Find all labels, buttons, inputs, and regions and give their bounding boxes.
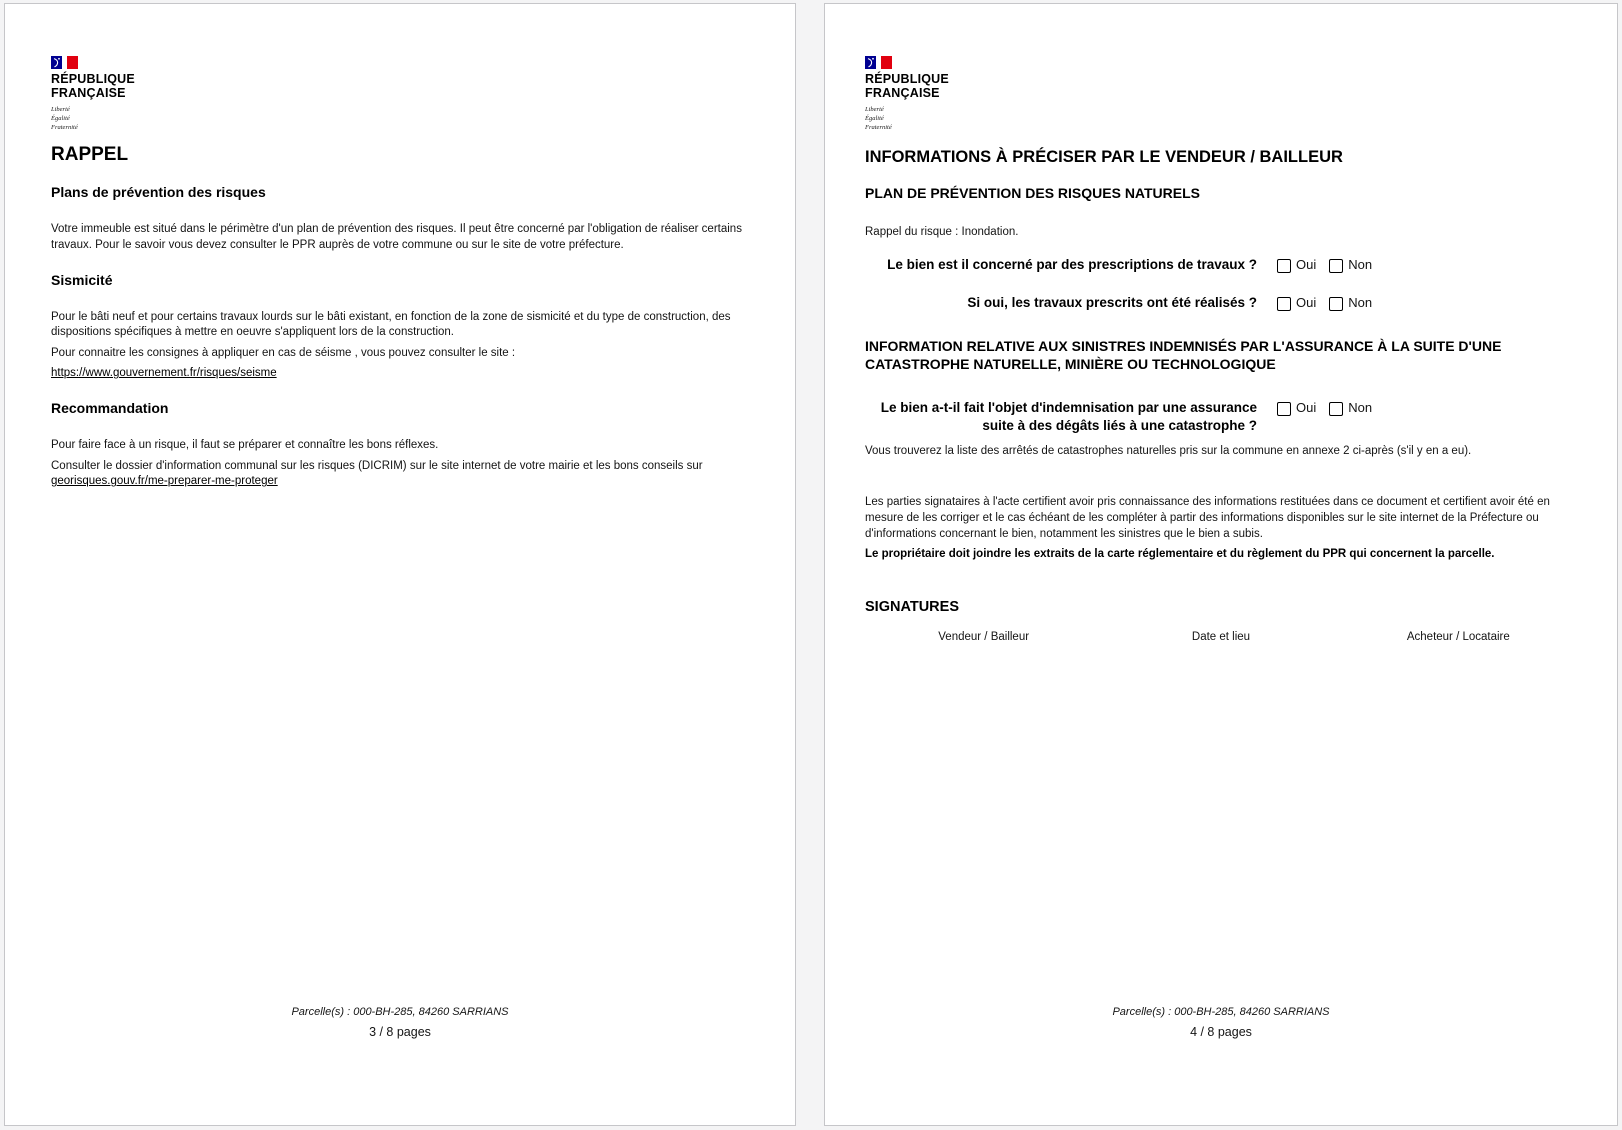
flag-blue-block xyxy=(51,56,62,69)
motto-egalite: Égalité xyxy=(865,115,884,123)
plans-prevention-paragraph: Votre immeuble est situé dans le périmètre d'un plan de prévention des risques. Il peut être concerné par l'obligation de réaliser certains travaux. Pour le savoir vous devez consulter le PPR auprès de votre commune ou sur le site de votre préfecture. xyxy=(51,223,742,251)
risk-reminder: Rappel du risque : Inondation. xyxy=(865,226,1019,239)
signature-col-vendeur: Vendeur / Bailleur xyxy=(938,630,1030,643)
question-prescriptions-label: Le bien est il concerné par des prescriptions de travaux ? xyxy=(887,256,1257,272)
logo-motto xyxy=(51,105,749,132)
document-page-4 xyxy=(824,3,1618,1126)
page-title-informations-vendeur: INFORMATIONS À PRÉCISER PAR LE VENDEUR / BAILLEUR xyxy=(865,148,1343,167)
non-checkbox[interactable] xyxy=(1329,297,1343,311)
logo-line-2: FRANÇAISE xyxy=(865,85,940,100)
non-label: Non xyxy=(1348,400,1373,416)
heading-plan-prevention-naturels: PLAN DE PRÉVENTION DES RISQUES NATURELS xyxy=(865,185,1201,202)
page-footer xyxy=(5,1006,795,1039)
non-checkbox[interactable] xyxy=(1329,259,1343,273)
oui-checkbox[interactable] xyxy=(1277,297,1291,311)
motto-liberte: Liberté xyxy=(865,106,884,113)
logo-motto xyxy=(865,105,1577,132)
heading-signatures: SIGNATURES xyxy=(865,598,959,615)
annexe-note: Vous trouverez la liste des arrêtés de catastrophes naturelles pris sur la commune en annexe 2 ci-après (s'il y en a eu). xyxy=(865,444,1472,457)
heading-plans-prevention: Plans de prévention des risques xyxy=(51,184,266,201)
motto-liberte: Liberté xyxy=(51,106,70,113)
oui-label: Oui xyxy=(1296,294,1317,310)
french-flag-icon xyxy=(51,56,749,69)
motto-egalite: Égalité xyxy=(51,115,70,123)
parcel-reference: Parcelle(s) : 000-BH-285, 84260 SARRIANS xyxy=(291,1006,509,1018)
logo-line-1: RÉPUBLIQUE xyxy=(51,72,135,86)
motto-fraternite: Fraternité xyxy=(51,124,78,132)
georisques-link[interactable]: georisques.gouv.fr/me-preparer-me-proteger xyxy=(51,475,278,488)
motto-fraternite: Fraternité xyxy=(865,124,892,132)
non-label: Non xyxy=(1348,294,1373,310)
flag-blue-block xyxy=(865,56,876,69)
gouvernement-seisme-link[interactable]: https://www.gouvernement.fr/risques/seisme xyxy=(51,367,277,380)
sismicite-paragraph: Pour le bâti neuf et pour certains travaux lourds sur le bâti existant, en fonction de la zone de sismicité et du type de construction, des dispositions spécifiques à mettre en oeuvre s'appliquent lors de la construction. xyxy=(51,310,731,339)
question-indemnisation-label: Le bien a-t-il fait l'objet d'indemnisation par une assurance suite à des dégâts liés à une catastrophe ? xyxy=(880,400,1257,433)
page-number: 4 / 8 pages xyxy=(1190,1025,1252,1039)
flag-red-block xyxy=(67,56,78,69)
non-checkbox[interactable] xyxy=(1329,402,1343,416)
recommandation-paragraph: Pour faire face à un risque, il faut se préparer et connaître les bons réflexes. xyxy=(51,439,439,452)
heading-sismicite: Sismicité xyxy=(51,271,113,288)
oui-label: Oui xyxy=(1296,256,1317,272)
oui-checkbox[interactable] xyxy=(1277,259,1291,273)
non-label: Non xyxy=(1348,256,1373,272)
question-row-indemnisation xyxy=(865,399,1577,435)
logo-title xyxy=(865,73,1577,100)
republique-francaise-logo xyxy=(51,56,749,132)
document-page-3 xyxy=(4,3,796,1126)
dicrim-paragraph xyxy=(51,459,749,490)
dicrim-text: Consulter le dossier d'information communal sur les risques (DICRIM) sur le site internet de votre mairie et les bons conseils sur xyxy=(51,459,703,472)
logo-line-2: FRANÇAISE xyxy=(51,85,126,100)
certification-paragraph: Les parties signataires à l'acte certifient avoir pris connaissance des informations restituées dans ce document et certifient avoir été en mesure de les corriger et le cas échéant de les compléter à partir des informations disponibles sur le site internet de la Préfecture ou d'informations concernant le bien, notamment les sinistres que le bien a subis. xyxy=(865,496,1550,540)
sismicite-link-line xyxy=(51,366,749,382)
page-title-rappel: RAPPEL xyxy=(51,144,129,166)
oui-checkbox[interactable] xyxy=(1277,402,1291,416)
question-prescriptions-options xyxy=(1277,256,1372,274)
question-row-prescriptions xyxy=(865,256,1577,274)
question-row-travaux-realises xyxy=(865,294,1577,312)
republique-francaise-logo xyxy=(865,56,1577,132)
flag-red-block xyxy=(881,56,892,69)
page-number: 3 / 8 pages xyxy=(369,1025,431,1039)
question-indemnisation-options xyxy=(1277,399,1372,417)
oui-label: Oui xyxy=(1296,400,1317,416)
parcel-reference: Parcelle(s) : 000-BH-285, 84260 SARRIANS xyxy=(1112,1006,1330,1018)
logo-line-1: RÉPUBLIQUE xyxy=(865,72,949,86)
question-travaux-realises-options xyxy=(1277,294,1372,312)
heading-sinistres-indemnises: INFORMATION RELATIVE AUX SINISTRES INDEMNISÉS PAR L'ASSURANCE À LA SUITE D'UNE CATASTROPHE NATURELLE, MINIÈRE OU TECHNOLOGIQUE xyxy=(865,337,1502,372)
sismicite-consignes-line: Pour connaitre les consignes à appliquer en cas de séisme , vous pouvez consulter le site : xyxy=(51,346,516,359)
obligation-paragraph: Le propriétaire doit joindre les extraits de la carte réglementaire et du règlement du PPR qui concernent la parcelle. xyxy=(865,548,1495,561)
question-travaux-realises-label: Si oui, les travaux prescrits ont été réalisés ? xyxy=(967,294,1257,310)
logo-title xyxy=(51,73,749,100)
french-flag-icon xyxy=(865,56,1577,69)
signature-col-acheteur: Acheteur / Locataire xyxy=(1406,630,1510,643)
signature-col-date: Date et lieu xyxy=(1191,630,1251,643)
page-footer xyxy=(825,1006,1617,1039)
heading-recommandation: Recommandation xyxy=(51,400,169,417)
signature-columns xyxy=(865,631,1577,643)
